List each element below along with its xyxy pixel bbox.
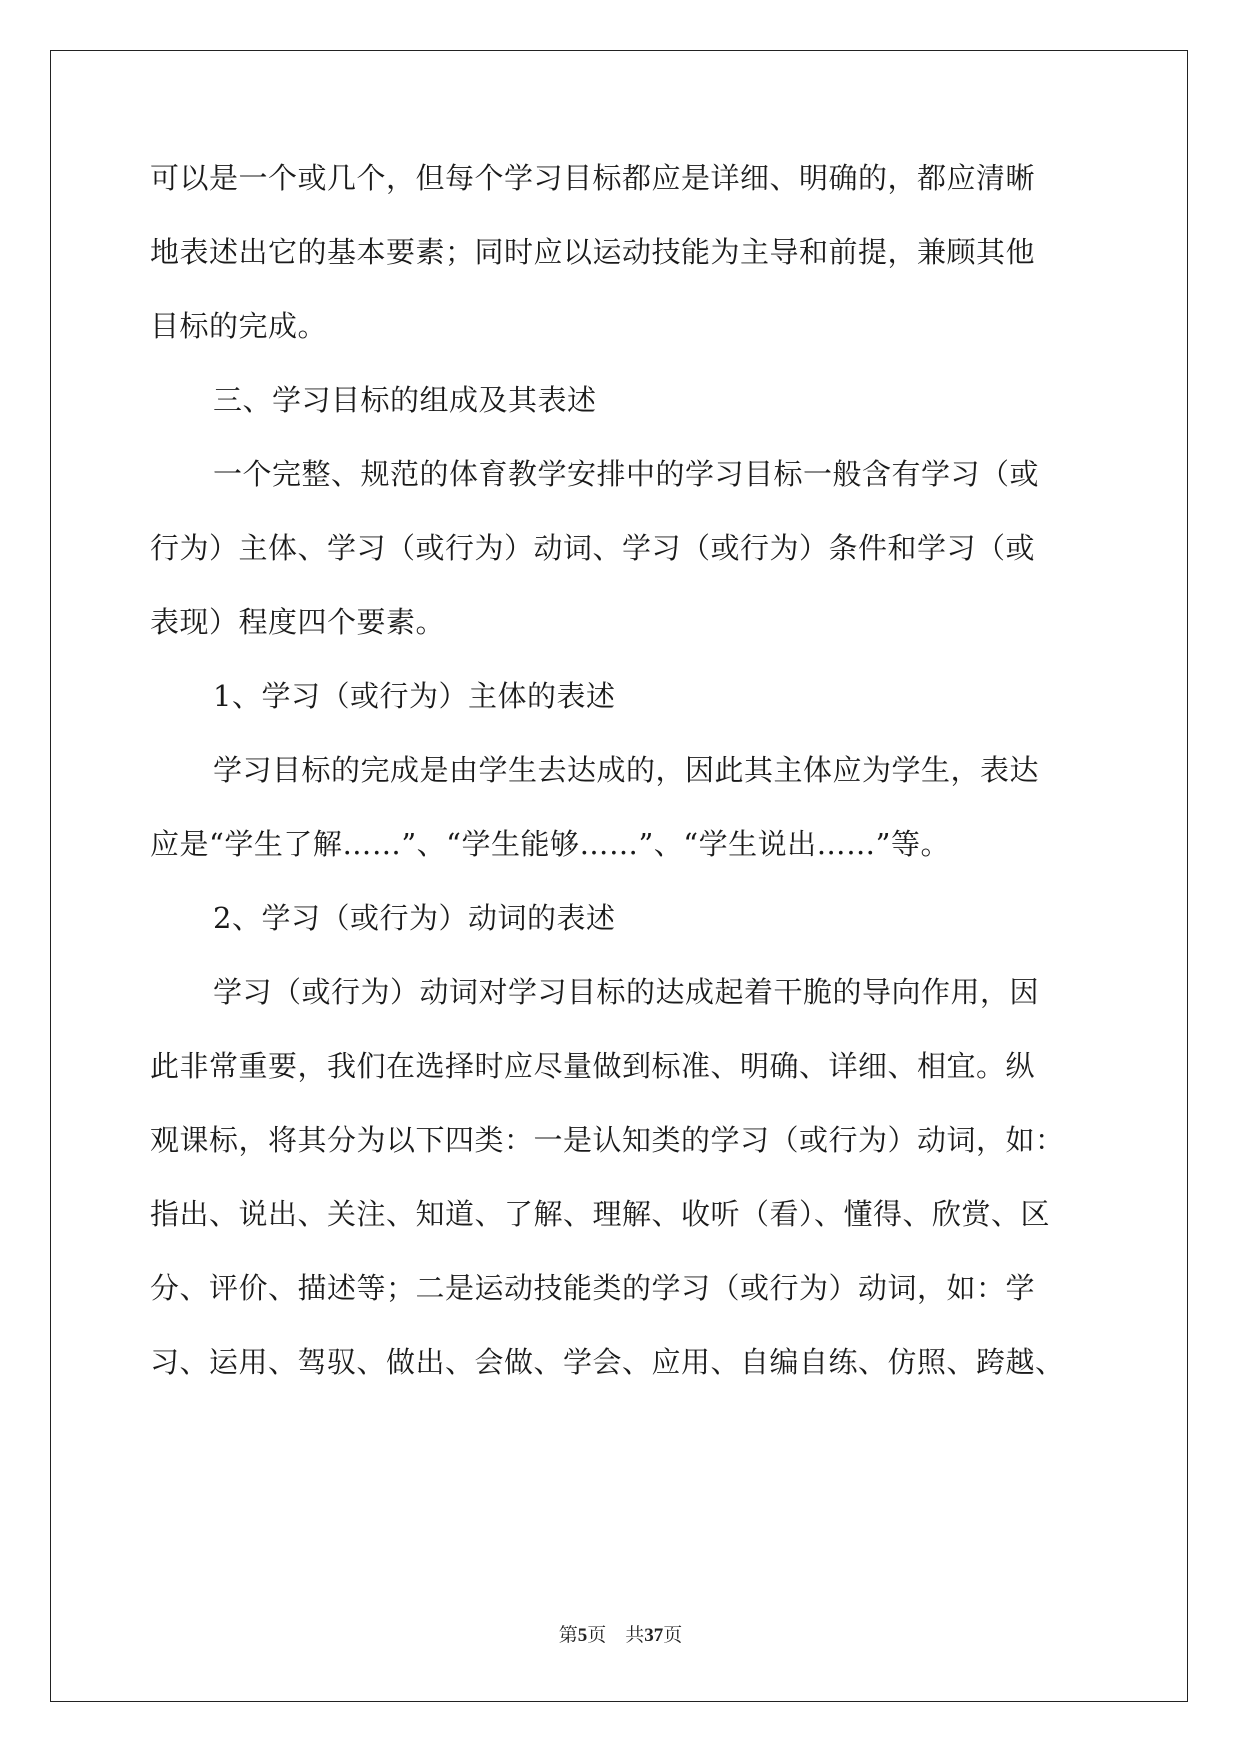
paragraph-line: 地表述出它的基本要素；同时应以运动技能为主导和前提，兼顾其他	[150, 235, 1036, 269]
paragraph-line: 表现）程度四个要素。	[150, 605, 446, 639]
paragraph-line: 分、评价、描述等；二是运动技能类的学习（或行为）动词，如：学	[150, 1271, 1036, 1305]
paragraph-line: 此非常重要，我们在选择时应尽量做到标准、明确、详细、相宜。纵	[150, 1049, 1036, 1083]
paragraph-line: 学习目标的完成是由学生去达成的，因此其主体应为学生，表达	[213, 753, 1040, 787]
total-page-count: 37	[644, 1625, 664, 1646]
paragraph-line: 应是“学生了解……”、“学生能够……”、“学生说出……”等。	[150, 827, 950, 861]
footer-middle: 页 共	[587, 1625, 645, 1646]
paragraph-line: 可以是一个或几个，但每个学习目标都应是详细、明确的，都应清晰	[150, 161, 1036, 195]
footer-prefix: 第	[558, 1625, 578, 1646]
paragraph-line: 行为）主体、学习（或行为）动词、学习（或行为）条件和学习（或	[150, 531, 1036, 565]
section-heading: 三、学习目标的组成及其表述	[213, 383, 597, 417]
paragraph-line: 目标的完成。	[150, 309, 328, 343]
paragraph-line: 习、运用、驾驭、做出、会做、学会、应用、自编自练、仿照、跨越、	[150, 1345, 1065, 1379]
current-page-number: 5	[577, 1625, 588, 1646]
subsection-heading: 2、学习（或行为）动词的表述	[213, 901, 616, 935]
paragraph-line: 指出、说出、关注、知道、了解、理解、收听（看）、懂得、欣赏、区	[150, 1197, 1051, 1231]
page-frame	[50, 50, 1188, 1702]
paragraph-line: 观课标，将其分为以下四类：一是认知类的学习（或行为）动词，如：	[150, 1123, 1065, 1157]
page-footer	[0, 1620, 1241, 1647]
paragraph-line: 学习（或行为）动词对学习目标的达成起着干脆的导向作用，因	[213, 975, 1040, 1009]
paragraph-line: 一个完整、规范的体育教学安排中的学习目标一般含有学习（或	[213, 457, 1040, 491]
footer-suffix: 页	[663, 1625, 683, 1646]
subsection-heading: 1、学习（或行为）主体的表述	[213, 679, 616, 713]
